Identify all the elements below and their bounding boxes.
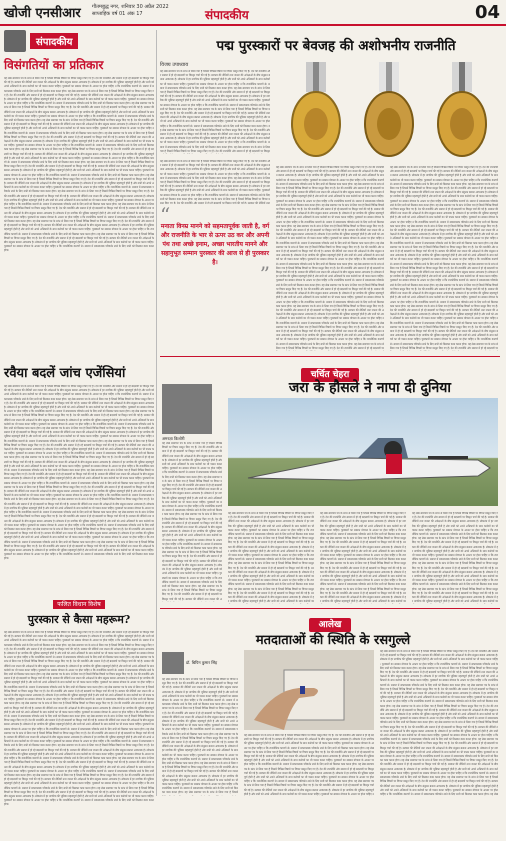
- section-title: संपादकीय: [205, 8, 249, 22]
- medals-image: [280, 62, 498, 162]
- feature-headline: जरा के हौसले ने नापा दी दुनिया: [288, 380, 452, 396]
- lead-body-2: यह लेख समाचार पत्र के स्तंभ से लिया गया है जिसमें विभिन्न विषयों पर विचार प्रस्तुत किए गए हैं। देश की राजनीति और समाज में हो रहे बदलावों पर विस्तृत चर्चा की गई है। सरकार की नीतियों तथा जनता की अपेक्षाओं के बीच संतुलन बनाना आवश्यक है। लोकतंत्र में हर नागरिक की भूमिका महत्वपूर्ण होती है और सभी को अपने अधिकारों के साथ कर्तव्यों का भी पालन करना चाहिए। पुरस्कारों का सम्मान योग्यता के आधार पर होना चाहिए न कि राजनीतिक कारणों से। समाज में सकारात्मक परिवर्तन लाने के लिए सभी को मिलकर काम करना होगा। यह लेख समाचार पत्र के स्तंभ से लिया गया है जिसमें विभिन्न विषयों पर विचार प्रस्तुत किए गए हैं। देश की राजनीति और समाज में हो रहे बदलावों पर विस्तृत चर्चा की गई है। सरकार की नीतियों तथा जनता की अपेक्षाओं के बीच संतुलन बनाना आवश्यक है। लोकतंत्र में हर नागरिक की भूमिका महत्वपूर्ण होती है और सभी को अपने अधिकारों के साथ कर्तव्यों का भी पालन करना चाहिए। पुरस्कारों का सम्मान योग्यता के आधार पर होना चाहिए न कि राजनीतिक कारणों से। समाज में सकारात्मक परिवर्तन लाने के लिए सभी को मिलकर काम करना होगा। यह लेख समाचार पत्र के स्तंभ से लिया गया है जिसमें विभिन्न विषयों पर विचार प्रस्तुत किए गए हैं। देश की राजनीति और समाज में हो रहे बदलावों पर विस्तृत चर्चा की गई है। सरकार की नीतियों तथा जनता की अपेक्षाओं के बीच संतुलन बनाना आवश्यक है। लोकतंत्र में हर नागरिक की भूमिका महत्वपूर्ण होती है और सभी को अपने अधिकारों के साथ कर्तव्यों का भी पालन करना चाहिए। पुरस्कारों का सम्मान योग्यता के आधार पर होना चाहिए न कि राजनीतिक कारणों से। समाज में सकारात्मक परिवर्तन लाने के लिए सभी को मिलकर काम करना होगा। यह लेख समाचार पत्र के स्तंभ से लिया गया है जिसमें विभिन्न विषयों पर विचार प्रस्तुत किए गए हैं। देश की राजनीति और समाज में हो रहे बदलावों पर विस्तृत चर्चा की गई है। सरकार की नीतियों तथा जनता की अपेक्षाओं के बीच संतुलन बनाना आवश्यक है। लोकतंत्र में हर नागरिक की भूमिका महत्वपूर्ण होती है और सभी को अपने अधिकारों के साथ कर्तव्यों का भी पालन करना चाहिए। पुरस्कारों का सम्मान योग्यता के आधार पर होना चाहिए न कि राजनीतिक कारणों से। समाज में सकारात्मक परिवर्तन लाने के लिए सभी को मिलकर काम करना होगा। यह लेख समाचार पत्र के स्तंभ से लिया गया है जिसमें विभिन्न विषयों पर विचार प्रस्तुत किए गए हैं। देश की राजनीति और समाज में हो रहे बदलावों पर विस्तृत चर्चा की गई है। सरकार की नीतियों तथा जनता की अपेक्षाओं के बीच संतुलन बनाना आवश्यक है। लोकतंत्र में हर नागरिक की भूमिका महत्वपूर्ण होती है और सभी को अपने अधिकारों के साथ कर्तव्यों का भी पालन करना चाहिए। पुरस्कारों का सम्मान योग्यता के आधार पर होना चाहिए न कि राजनीतिक कारणों से। समाज में सकारात्मक परिवर्तन लाने के लिए सभी को मिलकर काम करना होगा। यह लेख समाचार पत्र के स्तंभ से लिया गया है जिसमें विभिन्न विषयों पर विचार प्रस्तुत किए गए हैं। देश की राजनीति और समाज में हो रहे बदलावों पर विस्तृत चर्चा की गई है। सरकार की नीतियों तथा जनता की अपेक्षाओं के बीच संतुलन बनाना आवश्यक है। लोकतंत्र में हर नागरिक की भूमिका महत्वपूर्ण होती है और सभी को अपने अधिकारों के साथ कर्तव्यों का भी पालन करना चाहिए। पुरस्कारों का सम्मान योग्यता के आधार पर होना चाहिए न कि राजनीतिक कारणों से। समाज में सकारात्मक परिवर्तन लाने के लिए सभी को मिलकर काम करना होगा। यह लेख समाचार पत्र के स्तंभ से लिया गया है जिसमें विभिन्न विषयों पर विचार प्रस्तुत किए गए हैं। देश की राजनीति और समाज में हो रहे बदलावों पर विस्तृत चर्चा की गई है। सरकार की नीतियों तथा जनता की अपेक्षाओं के बीच संतुलन बनाना आवश्यक है। लोकतंत्र में हर नागरिक की भूमिका महत्वपूर्ण होती है और सभी को अपने अधिकारों के साथ कर्तव्यों का भी पालन करना चाहिए। पुरस्कारों का सम्मान योग्यता के आधार पर होना चाहिए न कि राजनीतिक कारणों से। समाज में सकारात्मक परिवर्तन लाने के लिए सभी को मिलकर काम करना होगा। यह लेख समाचार पत्र के स्तंभ से लिया गया है जिसमें विभिन्न विषयों पर विचार प्रस्तुत किए गए हैं। देश की राजनीति और समाज में हो रहे बदलावों पर विस्तृत चर्चा की गई है। सरकार की नीतियों तथा जनता की अपेक्षाओं के बीच संतुलन बनाना आवश्यक है। लोकतंत्र में हर नागरिक की भूमिका महत्वपूर्ण होती है और सभी को अपने अधिकारों के साथ कर्तव्यों का भी पालन करना चाहिए। पुरस्कारों का सम्मान योग्यता के आधार पर होना चाहिए न कि राजनीतिक कारणों से। समाज में सकारात्मक परिवर्तन लाने के लिए सभी को मिलकर काम करना होगा। यह लेख समाचार पत्र के स्तंभ से लिया गया है जिसमें विभिन्न विषयों पर विचार प्रस्तुत किए गए हैं। देश की राजनीति और समाज में हो रहे बदलावों पर विस्तृत चर्चा की गई है। सरकार की नीतियों तथा जनता की अपेक्षाओं के बीच संतुलन बनाना आवश्यक है। लोकतंत्र में हर नागरिक की भूमिका महत्वपूर्ण होती है और सभी को अपने अधिकारों के साथ कर्तव्यों का भी पालन करना चाहिए। पुरस्कारों का सम्मान योग्यता के आधार पर होना चाहिए न कि राजनीतिक कारणों से। समाज में सकारात्मक परिवर्तन लाने के लिए सभी को मिलकर काम करना होगा। यह लेख समाचार पत्र के स्तंभ से लिया गया है जिसमें विभिन्न विषयों पर विचार प्रस्तुत किए गए हैं। देश की राजनीति और समाज में हो रहे बदलावों पर: [276, 166, 384, 350]
- bottom-tag: आलेख: [309, 618, 352, 632]
- pull-quote-box: [160, 203, 270, 348]
- story2-body: यह लेख समाचार पत्र के स्तंभ से लिया गया है जिसमें विभिन्न विषयों पर विचार प्रस्तुत किए गए हैं। देश की राजनीति और समाज में हो रहे बदलावों पर विस्तृत चर्चा की गई है। सरकार की नीतियों तथा जनता की अपेक्षाओं के बीच संतुलन बनाना आवश्यक है। लोकतंत्र में हर नागरिक की भूमिका महत्वपूर्ण होती है और सभी को अपने अधिकारों के साथ कर्तव्यों का भी पालन करना चाहिए। पुरस्कारों का सम्मान योग्यता के आधार पर होना चाहिए न कि राजनीतिक कारणों से। समाज में सकारात्मक परिवर्तन लाने के लिए सभी को मिलकर काम करना होगा। यह लेख समाचार पत्र के स्तंभ से लिया गया है जिसमें विभिन्न विषयों पर विचार प्रस्तुत किए गए हैं। देश की राजनीति और समाज में हो रहे बदलावों पर विस्तृत चर्चा की गई है। सरकार की नीतियों तथा जनता की अपेक्षाओं के बीच संतुलन बनाना आवश्यक है। लोकतंत्र में हर नागरिक की भूमिका महत्वपूर्ण होती है और सभी को अपने अधिकारों के साथ कर्तव्यों का भी पालन करना चाहिए। पुरस्कारों का सम्मान योग्यता के आधार पर होना चाहिए न कि राजनीतिक कारणों से। समाज में सकारात्मक परिवर्तन लाने के लिए सभी को मिलकर काम करना होगा। यह लेख समाचार पत्र के स्तंभ से लिया गया है जिसमें विभिन्न विषयों पर विचार प्रस्तुत किए गए हैं। देश की राजनीति और समाज में हो रहे बदलावों पर विस्तृत चर्चा की गई है। सरकार की नीतियों तथा जनता की अपेक्षाओं के बीच संतुलन बनाना आवश्यक है। लोकतंत्र में हर नागरिक की भूमिका महत्वपूर्ण होती है और सभी को अपने अधिकारों के साथ कर्तव्यों का भी पालन करना चाहिए। पुरस्कारों का सम्मान योग्यता के आधार पर होना चाहिए न कि राजनीतिक कारणों से। समाज में सकारात्मक परिवर्तन लाने के लिए सभी को मिलकर काम करना होगा। यह लेख समाचार पत्र के स्तंभ से लिया गया है जिसमें विभिन्न विषयों पर विचार प्रस्तुत किए गए हैं। देश की राजनीति और समाज में हो रहे बदलावों पर विस्तृत चर्चा की गई है। सरकार की नीतियों तथा जनता की अपेक्षाओं के बीच संतुलन बनाना आवश्यक है। लोकतंत्र में हर नागरिक की भूमिका महत्वपूर्ण होती है और सभी को अपने अधिकारों के साथ कर्तव्यों का भी पालन करना चाहिए। पुरस्कारों का सम्मान योग्यता के आधार पर होना चाहिए न कि राजनीतिक कारणों से। समाज में सकारात्मक परिवर्तन लाने के लिए सभी को मिलकर काम करना होगा। यह लेख समाचार पत्र के स्तंभ से लिया गया है जिसमें विभिन्न विषयों पर विचार प्रस्तुत किए गए हैं। देश की राजनीति और समाज में हो रहे बदलावों पर विस्तृत चर्चा की गई है। सरकार की नीतियों तथा जनता की अपेक्षाओं के बीच संतुलन बनाना आवश्यक है। लोकतंत्र में हर नागरिक की भूमिका महत्वपूर्ण होती है और सभी को अपने अधिकारों के साथ कर्तव्यों का भी पालन करना चाहिए। पुरस्कारों का सम्मान योग्यता के आधार पर होना चाहिए न कि राजनीतिक कारणों से। समाज में सकारात्मक परिवर्तन लाने के लिए सभी को मिलकर काम करना होगा। यह लेख समाचार पत्र के स्तंभ से लिया गया है जिसमें विभिन्न विषयों पर विचार प्रस्तुत किए गए हैं। देश की राजनीति और समाज में हो रहे बदलावों पर विस्तृत चर्चा की गई है। सरकार की नीतियों तथा जनता की अपेक्षाओं के बीच संतुलन बनाना आवश्यक है। लोकतंत्र में हर नागरिक की भूमिका महत्वपूर्ण होती है और सभी को अपने अधिकारों के साथ कर्तव्यों का भी पालन करना चाहिए। पुरस्कारों का सम्मान योग्यता के आधार पर होना चाहिए न कि राजनीतिक कारणों से। समाज में सकारात्मक परिवर्तन लाने के लिए सभी को मिलकर काम करना होगा। यह लेख समाचार पत्र के स्तंभ से लिया गया है जिसमें विभिन्न विषयों पर विचार प्रस्तुत किए गए हैं। देश की राजनीति और समाज में हो रहे बदलावों पर विस्तृत चर्चा की गई है। सरकार की नीतियों तथा जनता की अपेक्षाओं के बीच संतुलन बनाना आवश्यक है। लोकतंत्र में हर नागरिक की भूमिका महत्वपूर्ण होती है और सभी को अपने अधिकारों के साथ कर्तव्यों का भी पालन करना चाहिए। पुरस्कारों का सम्मान योग्यता के आधार पर होना चाहिए न कि राजनीतिक कारणों से। समाज में सकारात्मक परिवर्तन लाने के लिए सभी को मिलकर काम करना होगा। यह लेख समाचार पत्र के स्तंभ से लिया गया है जिसमें विभिन्न विषयों पर विचार प्रस्तुत किए गए हैं। देश की राजनीति और समाज में हो रहे बदलावों पर विस्तृत चर्चा की गई है। सरकार की नीतियों तथा जनता की अपेक्षाओं के बीच संतुलन बनाना आवश्यक है। लोकतंत्र में हर नागरिक की भूमिका महत्वपूर्ण होती है और सभी को अपने अधिकारों के साथ कर्तव्यों का भी पालन करना चाहिए। पुरस्कारों का सम्मान योग्यता के आधार पर होना चाहिए न कि राजनीतिक कारणों से। समाज में सकारात्मक परिवर्तन लाने के लिए सभी को मिलकर काम करना होगा। यह लेख समाचार पत्र के स्तंभ से लिया गया है जिसमें विभिन्न विषयों पर विचार प्रस्तुत किए गए हैं। देश की राजनीति और समाज में हो रहे बदलावों पर विस्तृत चर्चा की गई है। सरकार की नीतियों तथा जनता की अपेक्षाओं के बीच संतुलन बनाना आवश्यक है। लोकतंत्र में हर नागरिक की भूमिका महत्वपूर्ण होती है और सभी को अपने अधिकारों के साथ कर्तव्यों का भी पालन करना चाहिए। पुरस्कारों का सम्मान योग्यता के आधार पर होना चाहिए न कि राजनीतिक कारणों से। समाज में सकारात्मक परिवर्तन लाने के लिए सभी को मिलकर काम करना होगा। यह लेख समाचार पत्र के स्तंभ से लिया गया है जिसमें विभिन्न विषयों पर विचार प्रस्तुत किए गए हैं। देश की राजनीति और समाज में हो रहे बदलावों पर विस्तृत चर्चा की गई है। सरकार की नीतियों तथा जनता की अपेक्षाओं के बीच संतुलन बनाना आवश्यक है। लोकतंत्र में हर नागरिक की भूमिका महत्वपूर्ण होती है और सभी को अपने अधिकारों के साथ कर्तव्यों का भी पालन करना चाहिए। पुरस्कारों का सम्मान योग्यता के आधार पर होना चाहिए न कि राजनीतिक कारणों से। समाज में सकारात्मक परिवर्तन लाने के लिए सभी को मिलकर काम करना होगा। यह लेख समाचार पत्र के स्तंभ से लिया गया है जिसमें विभिन्न विषयों पर विचार प्रस्तुत किए गए हैं। देश की राजनीति और समाज में हो रहे बदलावों पर विस्तृत चर्चा की गई है। सरकार की नीतियों तथा जनता की अपेक्षाओं के बीच संतुलन बनाना आवश्यक है। लोकतंत्र में हर नागरिक की भूमिका महत्वपूर्ण होती है और सभी को अपने अधिकारों के साथ कर्तव्यों का भी पालन करना चाहिए। पुरस्कारों का सम्मान योग्यता के आधार पर होना चाहिए न कि राजनीतिक कारणों से। समाज में सकारात्मक परिवर्तन लाने के लिए सभी को मिलकर काम करना होगा। यह लेख समाचार पत्र के स्तंभ से लिया गया है जिसमें विभिन्न विषयों पर विचार प्रस्तुत किए गए हैं। देश की राजनीति और समाज में हो रहे बदलावों पर विस्तृत चर्चा की गई है। सरकार की नीतियों तथा जनता की अपेक्षाओं के बीच संतुलन बनाना आवश्यक है। लोकतंत्र में हर नागरिक की भूमिका महत्वपूर्ण होती है और सभी को अपने अधिकारों के साथ कर्तव्यों का भी पालन करना चाहिए। पुरस्कारों का सम्मान योग्यता के आधार पर होना चाहिए न कि राजनीतिक कारणों से। समाज में सकारात्मक परिवर्तन लाने के लिए सभी को मिलकर काम करना होगा।: [4, 385, 154, 561]
- story3-body: यह लेख समाचार पत्र के स्तंभ से लिया गया है जिसमें विभिन्न विषयों पर विचार प्रस्तुत किए गए हैं। देश की राजनीति और समाज में हो रहे बदलावों पर विस्तृत चर्चा की गई है। सरकार की नीतियों तथा जनता की अपेक्षाओं के बीच संतुलन बनाना आवश्यक है। लोकतंत्र में हर नागरिक की भूमिका महत्वपूर्ण होती है और सभी को अपने अधिकारों के साथ कर्तव्यों का भी पालन करना चाहिए। पुरस्कारों का सम्मान योग्यता के आधार पर होना चाहिए न कि राजनीतिक कारणों से। समाज में सकारात्मक परिवर्तन लाने के लिए सभी को मिलकर काम करना होगा। यह लेख समाचार पत्र के स्तंभ से लिया गया है जिसमें विभिन्न विषयों पर विचार प्रस्तुत किए गए हैं। देश की राजनीति और समाज में हो रहे बदलावों पर विस्तृत चर्चा की गई है। सरकार की नीतियों तथा जनता की अपेक्षाओं के बीच संतुलन बनाना आवश्यक है। लोकतंत्र में हर नागरिक की भूमिका महत्वपूर्ण होती है और सभी को अपने अधिकारों के साथ कर्तव्यों का भी पालन करना चाहिए। पुरस्कारों का सम्मान योग्यता के आधार पर होना चाहिए न कि राजनीतिक कारणों से। समाज में सकारात्मक परिवर्तन लाने के लिए सभी को मिलकर काम करना होगा। यह लेख समाचार पत्र के स्तंभ से लिया गया है जिसमें विभिन्न विषयों पर विचार प्रस्तुत किए गए हैं। देश की राजनीति और समाज में हो रहे बदलावों पर विस्तृत चर्चा की गई है। सरकार की नीतियों तथा जनता की अपेक्षाओं के बीच संतुलन बनाना आवश्यक है। लोकतंत्र में हर नागरिक की भूमिका महत्वपूर्ण होती है और सभी को अपने अधिकारों के साथ कर्तव्यों का भी पालन करना चाहिए। पुरस्कारों का सम्मान योग्यता के आधार पर होना चाहिए न कि राजनीतिक कारणों से। समाज में सकारात्मक परिवर्तन लाने के लिए सभी को मिलकर काम करना होगा। यह लेख समाचार पत्र के स्तंभ से लिया गया है जिसमें विभिन्न विषयों पर विचार प्रस्तुत किए गए हैं। देश की राजनीति और समाज में हो रहे बदलावों पर विस्तृत चर्चा की गई है। सरकार की नीतियों तथा जनता की अपेक्षाओं के बीच संतुलन बनाना आवश्यक है। लोकतंत्र में हर नागरिक की भूमिका महत्वपूर्ण होती है और सभी को अपने अधिकारों के साथ कर्तव्यों का भी पालन करना चाहिए। पुरस्कारों का सम्मान योग्यता के आधार पर होना चाहिए न कि राजनीतिक कारणों से। समाज में सकारात्मक परिवर्तन लाने के लिए सभी को मिलकर काम करना होगा। यह लेख समाचार पत्र के स्तंभ से लिया गया है जिसमें विभिन्न विषयों पर विचार प्रस्तुत किए गए हैं। देश की राजनीति और समाज में हो रहे बदलावों पर विस्तृत चर्चा की गई है। सरकार की नीतियों तथा जनता की अपेक्षाओं के बीच संतुलन बनाना आवश्यक है। लोकतंत्र में हर नागरिक की भूमिका महत्वपूर्ण होती है और सभी को अपने अधिकारों के साथ कर्तव्यों का भी पालन करना चाहिए। पुरस्कारों का सम्मान योग्यता के आधार पर होना चाहिए न कि राजनीतिक कारणों से। समाज में सकारात्मक परिवर्तन लाने के लिए सभी को मिलकर काम करना होगा। यह लेख समाचार पत्र के स्तंभ से लिया गया है जिसमें विभिन्न विषयों पर विचार प्रस्तुत किए गए हैं। देश की राजनीति और समाज में हो रहे बदलावों पर विस्तृत चर्चा की गई है। सरकार की नीतियों तथा जनता की अपेक्षाओं के बीच संतुलन बनाना आवश्यक है। लोकतंत्र में हर नागरिक की भूमिका महत्वपूर्ण होती है और सभी को अपने अधिकारों के साथ कर्तव्यों का भी पालन करना चाहिए। पुरस्कारों का सम्मान योग्यता के आधार पर होना चाहिए न कि राजनीतिक कारणों से। समाज में सकारात्मक परिवर्तन लाने के लिए सभी को मिलकर काम करना होगा। यह लेख समाचार पत्र के स्तंभ से लिया गया है जिसमें विभिन्न विषयों पर विचार प्रस्तुत किए गए हैं। देश की राजनीति और समाज में हो रहे बदलावों पर विस्तृत चर्चा की गई है। सरकार की नीतियों तथा जनता की अपेक्षाओं के बीच संतुलन बनाना आवश्यक है। लोकतंत्र में हर नागरिक की भूमिका महत्वपूर्ण होती है और सभी को अपने अधिकारों के साथ कर्तव्यों का भी पालन करना चाहिए। पुरस्कारों का सम्मान योग्यता के आधार पर होना चाहिए न कि राजनीतिक कारणों से। समाज में सकारात्मक परिवर्तन लाने के लिए सभी को मिलकर काम करना होगा। यह लेख समाचार पत्र के स्तंभ से लिया गया है जिसमें विभिन्न विषयों पर विचार प्रस्तुत किए गए हैं। देश की राजनीति और समाज में हो रहे बदलावों पर विस्तृत चर्चा की गई है। सरकार की नीतियों तथा जनता की अपेक्षाओं के बीच संतुलन बनाना आवश्यक है। लोकतंत्र में हर नागरिक की भूमिका महत्वपूर्ण होती है और सभी को अपने अधिकारों के साथ कर्तव्यों का भी पालन करना चाहिए। पुरस्कारों का सम्मान योग्यता के आधार पर होना चाहिए न कि राजनीतिक कारणों से। समाज में सकारात्मक परिवर्तन लाने के लिए सभी को मिलकर काम करना होगा। यह लेख समाचार पत्र के स्तंभ से लिया गया है जिसमें विभिन्न विषयों पर विचार प्रस्तुत किए गए हैं। देश की राजनीति और समाज में हो रहे बदलावों पर विस्तृत चर्चा की गई है। सरकार की नीतियों तथा जनता की अपेक्षाओं के बीच संतुलन बनाना आवश्यक है। लोकतंत्र में हर नागरिक की भूमिका महत्वपूर्ण होती है और सभी को अपने अधिकारों के साथ कर्तव्यों का भी पालन करना चाहिए। पुरस्कारों का सम्मान योग्यता के आधार पर होना चाहिए न कि राजनीतिक कारणों से। समाज में सकारात्मक परिवर्तन लाने के लिए सभी को मिलकर काम करना होगा। यह लेख समाचार पत्र के स्तंभ से लिया गया है जिसमें विभिन्न विषयों पर विचार प्रस्तुत किए गए हैं। देश की राजनीति और समाज में हो रहे बदलावों पर विस्तृत चर्चा की गई है। सरकार की नीतियों तथा जनता की अपेक्षाओं के बीच संतुलन बनाना आवश्यक है। लोकतंत्र में हर नागरिक की भूमिका महत्वपूर्ण होती है और सभी को अपने अधिकारों के साथ कर्तव्यों का भी पालन करना चाहिए। पुरस्कारों का सम्मान योग्यता के आधार पर होना चाहिए न कि राजनीतिक कारणों से। समाज में सकारात्मक परिवर्तन लाने के लिए सभी को मिलकर काम करना होगा। यह लेख समाचार पत्र के स्तंभ से लिया गया है जिसमें विभिन्न विषयों पर विचार प्रस्तुत किए गए हैं। देश की राजनीति और समाज में हो रहे बदलावों पर विस्तृत चर्चा की गई है। सरकार की नीतियों तथा जनता की अपेक्षाओं के बीच संतुलन बनाना आवश्यक है। लोकतंत्र में हर नागरिक की भूमिका महत्वपूर्ण होती है और सभी को अपने अधिकारों के साथ कर्तव्यों का भी पालन करना चाहिए। पुरस्कारों का सम्मान योग्यता के आधार पर होना चाहिए न कि राजनीतिक कारणों से। समाज में सकारात्मक परिवर्तन लाने के लिए सभी को मिलकर काम करना होगा। यह लेख समाचार पत्र के स्तंभ से लिया गया है जिसमें विभिन्न विषयों पर विचार प्रस्तुत किए गए हैं। देश की राजनीति और समाज में हो रहे बदलावों पर विस्तृत चर्चा की गई है। सरकार की नीतियों तथा जनता की अपेक्षाओं के बीच संतुलन बनाना आवश्यक है। लोकतंत्र में हर नागरिक की भूमिका महत्वपूर्ण होती है और सभी को अपने अधिकारों के साथ कर्तव्यों का भी पालन करना चाहिए। पुरस्कारों का सम्मान योग्यता के आधार पर होना चाहिए न कि राजनीतिक कारणों से। समाज में सकारात्मक परिवर्तन लाने के लिए सभी को मिलकर काम करना होगा।: [4, 631, 154, 807]
- voting-hand-image: [244, 650, 374, 730]
- lead-intro-text: यह लेख समाचार पत्र के स्तंभ से लिया गया है जिसमें विभिन्न विषयों पर विचार प्रस्तुत किए गए हैं। देश की राजनीति और समाज में हो रहे बदलावों पर विस्तृत चर्चा की गई है। सरकार की नीतियों तथा जनता की अपेक्षाओं के बीच संतुलन बनाना आवश्यक है। लोकतंत्र में हर नागरिक की भूमिका महत्वपूर्ण होती है और सभी को अपने अधिकारों के साथ कर्तव्यों का भी पालन करना चाहिए। पुरस्कारों का सम्मान योग्यता के आधार पर होना चाहिए न कि राजनीतिक कारणों से। समाज में सकारात्मक परिवर्तन लाने के लिए सभी को मिलकर काम करना होगा। यह लेख समाचार पत्र के स्तंभ से लिया गया है जिसमें विभिन्न विषयों पर विचार प्रस्तुत किए गए हैं। देश की राजनीति और समाज में हो रहे बदलावों पर विस्तृत चर्चा की गई है। सरकार की नीतियों तथा जनता की अपेक्षाओं के बीच संतुलन बनाना आवश्यक है। लोकतंत्र में हर नागरिक की भूमिका महत्वपूर्ण होती है और सभी को अपने अधिकारों के साथ कर्तव्यों का भी पालन करना चाहिए। पुरस्कारों का सम्मान योग्यता के आधार पर होना चाहिए न कि राजनीतिक कारणों से। समाज में सकारात्मक परिवर्तन लाने के लिए सभी को मिलकर काम करना होगा। यह लेख समाचार पत्र के स्तंभ से लिया गया है जिसमें विभिन्न विषयों पर विचार प्रस्तुत किए गए हैं। देश की राजनीति और समाज में हो रहे बदलावों पर विस्तृत चर्चा की गई है। सरकार की नीतियों तथा जनता की अपेक्षाओं के बीच संतुलन बनाना आवश्यक है। लोकतंत्र में हर नागरिक की भूमिका महत्वपूर्ण होती है और सभी को अपने अधिकारों के साथ कर्तव्यों का भी पालन करना चाहिए। पुरस्कारों का सम्मान योग्यता के आधार पर होना चाहिए न कि राजनीतिक कारणों से। समाज में सकारात्मक परिवर्तन लाने के लिए सभी को मिलकर काम करना होगा। यह लेख समाचार पत्र के स्तंभ से लिया गया है जिसमें विभिन्न विषयों पर विचार प्रस्तुत किए गए हैं। देश की राजनीति और समाज में हो रहे बदलावों पर विस्तृत चर्चा की गई है। सरकार की नीतियों तथा जनता की अपेक्षाओं के बीच संतुलन बनाना आवश्यक है। लोकतंत्र में हर नागरिक की भूमिका महत्वपूर्ण होती है और सभी को अपने अधिकारों के साथ कर्तव्यों का भी पालन करना चाहिए। पुरस्कारों का सम्मान योग्यता के आधार पर होना चाहिए न कि राजनीतिक कारणों से। समाज में सकारात्मक परिवर्तन लाने के लिए सभी को मिलकर काम करना होगा। यह लेख समाचार पत्र के स्तंभ से लिया गया है जिसमें विभिन्न विषयों पर विचार प्रस्तुत किए गए हैं। देश की राजनीति और समाज में हो रहे बदलावों पर विस्तृत: [160, 70, 270, 153]
- medal-icon: [432, 62, 492, 158]
- editorial-tag: संपादकीय: [30, 33, 78, 49]
- feature-body-4: यह लेख समाचार पत्र के स्तंभ से लिया गया है जिसमें विभिन्न विषयों पर विचार प्रस्तुत किए गए हैं। देश की राजनीति और समाज में हो रहे बदलावों पर विस्तृत चर्चा की गई है। सरकार की नीतियों तथा जनता की अपेक्षाओं के बीच संतुलन बनाना आवश्यक है। लोकतंत्र में हर नागरिक की भूमिका महत्वपूर्ण होती है और सभी को अपने अधिकारों के साथ कर्तव्यों का भी पालन करना चाहिए। पुरस्कारों का सम्मान योग्यता के आधार पर होना चाहिए न कि राजनीतिक कारणों से। समाज में सकारात्मक परिवर्तन लाने के लिए सभी को मिलकर काम करना होगा। यह लेख समाचार पत्र के स्तंभ से लिया गया है जिसमें विभिन्न विषयों पर विचार प्रस्तुत किए गए हैं। देश की राजनीति और समाज में हो रहे बदलावों पर विस्तृत चर्चा की गई है। सरकार की नीतियों तथा जनता की अपेक्षाओं के बीच संतुलन बनाना आवश्यक है। लोकतंत्र में हर नागरिक की भूमिका महत्वपूर्ण होती है और सभी को अपने अधिकारों के साथ कर्तव्यों का भी पालन करना चाहिए। पुरस्कारों का सम्मान योग्यता के आधार पर होना चाहिए न कि राजनीतिक कारणों से। समाज में सकारात्मक परिवर्तन लाने के लिए सभी को मिलकर काम करना होगा। यह लेख समाचार पत्र के स्तंभ से लिया गया है जिसमें विभिन्न विषयों पर विचार प्रस्तुत किए गए हैं। देश की राजनीति और समाज में हो रहे बदलावों पर विस्तृत चर्चा की गई है। सरकार की नीतियों तथा जनता की अपेक्षाओं के बीच संतुलन बनाना आवश्यक है। लोकतंत्र में हर नागरिक की भूमिका महत्वपूर्ण होती है और सभी को अपने अधिकारों के साथ कर्तव्यों का भी पालन करना चाहिए। पुरस्कारों का सम्मान योग्यता के आधार पर होना चाहिए न कि राजनीतिक कारणों से। समाज में सकारात्मक परिवर्तन लाने के लिए सभी को मिलकर काम करना होगा। यह लेख समाचार पत्र के स्तंभ से लिया गया है जिसमें विभिन्न विषयों पर विचार प्रस्तुत किए गए हैं। देश की राजनीति और समाज में हो रहे बदलावों पर विस्तृत चर्चा की गई है। सरकार की नीतियों तथा जनता की अपेक्षाओं के बीच संतुलन बनाना आवश्यक है। लोकतंत्र में हर नागरिक की भूमिका महत्वपूर्ण होती है और सभी को अपने अधिकारों के साथ कर्तव्यों का: [412, 512, 498, 604]
- newspaper-logo: खोजी एनसीआर: [4, 6, 81, 21]
- bottom-author-photo: [162, 652, 184, 674]
- masthead-rule: [0, 24, 506, 26]
- lead-byline: विजय उपाध्याय: [160, 62, 189, 68]
- medal-icon: [359, 62, 419, 158]
- bottom-rule: [160, 608, 500, 609]
- column-divider: [156, 30, 157, 796]
- editorial-title: विसंगतियों का प्रतिकार: [4, 58, 104, 72]
- feature-byline: अमरज्ञा किशोरी: [162, 436, 185, 441]
- left-column: [4, 30, 154, 807]
- story3-tag: फलित विधान विशेष: [53, 600, 104, 609]
- feature-body-2: यह लेख समाचार पत्र के स्तंभ से लिया गया है जिसमें विभिन्न विषयों पर विचार प्रस्तुत किए गए हैं। देश की राजनीति और समाज में हो रहे बदलावों पर विस्तृत चर्चा की गई है। सरकार की नीतियों तथा जनता की अपेक्षाओं के बीच संतुलन बनाना आवश्यक है। लोकतंत्र में हर नागरिक की भूमिका महत्वपूर्ण होती है और सभी को अपने अधिकारों के साथ कर्तव्यों का भी पालन करना चाहिए। पुरस्कारों का सम्मान योग्यता के आधार पर होना चाहिए न कि राजनीतिक कारणों से। समाज में सकारात्मक परिवर्तन लाने के लिए सभी को मिलकर काम करना होगा। यह लेख समाचार पत्र के स्तंभ से लिया गया है जिसमें विभिन्न विषयों पर विचार प्रस्तुत किए गए हैं। देश की राजनीति और समाज में हो रहे बदलावों पर विस्तृत चर्चा की गई है। सरकार की नीतियों तथा जनता की अपेक्षाओं के बीच संतुलन बनाना आवश्यक है। लोकतंत्र में हर नागरिक की भूमिका महत्वपूर्ण होती है और सभी को अपने अधिकारों के साथ कर्तव्यों का भी पालन करना चाहिए। पुरस्कारों का सम्मान योग्यता के आधार पर होना चाहिए न कि राजनीतिक कारणों से। समाज में सकारात्मक परिवर्तन लाने के लिए सभी को मिलकर काम करना होगा। यह लेख समाचार पत्र के स्तंभ से लिया गया है जिसमें विभिन्न विषयों पर विचार प्रस्तुत किए गए हैं। देश की राजनीति और समाज में हो रहे बदलावों पर विस्तृत चर्चा की गई है। सरकार की नीतियों तथा जनता की अपेक्षाओं के बीच संतुलन बनाना आवश्यक है। लोकतंत्र में हर नागरिक की भूमिका महत्वपूर्ण होती है और सभी को अपने अधिकारों के साथ कर्तव्यों का भी पालन करना चाहिए। पुरस्कारों का सम्मान योग्यता के आधार पर होना चाहिए न कि राजनीतिक कारणों से। समाज में सकारात्मक परिवर्तन लाने के लिए सभी को मिलकर काम करना होगा। यह लेख समाचार पत्र के स्तंभ से लिया गया है जिसमें विभिन्न विषयों पर विचार प्रस्तुत किए गए हैं। देश की राजनीति और समाज में हो रहे बदलावों पर विस्तृत चर्चा की गई है। सरकार की नीतियों तथा जनता की अपेक्षाओं के बीच संतुलन बनाना आवश्यक है। लोकतंत्र में हर नागरिक की भूमिका महत्वपूर्ण होती है और सभी को अपने अधिकारों के साथ कर्तव्यों का: [228, 512, 314, 604]
- feature-person-photo: [162, 384, 212, 434]
- medal-icon: [286, 62, 346, 158]
- quote-mark-icon: ”: [259, 262, 270, 286]
- masthead-issue: साप्ताहिक वर्ष 01 अंक 17: [92, 11, 143, 17]
- editorial-body: यह लेख समाचार पत्र के स्तंभ से लिया गया है जिसमें विभिन्न विषयों पर विचार प्रस्तुत किए गए हैं। देश की राजनीति और समाज में हो रहे बदलावों पर विस्तृत चर्चा की गई है। सरकार की नीतियों तथा जनता की अपेक्षाओं के बीच संतुलन बनाना आवश्यक है। लोकतंत्र में हर नागरिक की भूमिका महत्वपूर्ण होती है और सभी को अपने अधिकारों के साथ कर्तव्यों का भी पालन करना चाहिए। पुरस्कारों का सम्मान योग्यता के आधार पर होना चाहिए न कि राजनीतिक कारणों से। समाज में सकारात्मक परिवर्तन लाने के लिए सभी को मिलकर काम करना होगा। यह लेख समाचार पत्र के स्तंभ से लिया गया है जिसमें विभिन्न विषयों पर विचार प्रस्तुत किए गए हैं। देश की राजनीति और समाज में हो रहे बदलावों पर विस्तृत चर्चा की गई है। सरकार की नीतियों तथा जनता की अपेक्षाओं के बीच संतुलन बनाना आवश्यक है। लोकतंत्र में हर नागरिक की भूमिका महत्वपूर्ण होती है और सभी को अपने अधिकारों के साथ कर्तव्यों का भी पालन करना चाहिए। पुरस्कारों का सम्मान योग्यता के आधार पर होना चाहिए न कि राजनीतिक कारणों से। समाज में सकारात्मक परिवर्तन लाने के लिए सभी को मिलकर काम करना होगा। यह लेख समाचार पत्र के स्तंभ से लिया गया है जिसमें विभिन्न विषयों पर विचार प्रस्तुत किए गए हैं। देश की राजनीति और समाज में हो रहे बदलावों पर विस्तृत चर्चा की गई है। सरकार की नीतियों तथा जनता की अपेक्षाओं के बीच संतुलन बनाना आवश्यक है। लोकतंत्र में हर नागरिक की भूमिका महत्वपूर्ण होती है और सभी को अपने अधिकारों के साथ कर्तव्यों का भी पालन करना चाहिए। पुरस्कारों का सम्मान योग्यता के आधार पर होना चाहिए न कि राजनीतिक कारणों से। समाज में सकारात्मक परिवर्तन लाने के लिए सभी को मिलकर काम करना होगा। यह लेख समाचार पत्र के स्तंभ से लिया गया है जिसमें विभिन्न विषयों पर विचार प्रस्तुत किए गए हैं। देश की राजनीति और समाज में हो रहे बदलावों पर विस्तृत चर्चा की गई है। सरकार की नीतियों तथा जनता की अपेक्षाओं के बीच संतुलन बनाना आवश्यक है। लोकतंत्र में हर नागरिक की भूमिका महत्वपूर्ण होती है और सभी को अपने अधिकारों के साथ कर्तव्यों का भी पालन करना चाहिए। पुरस्कारों का सम्मान योग्यता के आधार पर होना चाहिए न कि राजनीतिक कारणों से। समाज में सकारात्मक परिवर्तन लाने के लिए सभी को मिलकर काम करना होगा। यह लेख समाचार पत्र के स्तंभ से लिया गया है जिसमें विभिन्न विषयों पर विचार प्रस्तुत किए गए हैं। देश की राजनीति और समाज में हो रहे बदलावों पर विस्तृत चर्चा की गई है। सरकार की नीतियों तथा जनता की अपेक्षाओं के बीच संतुलन बनाना आवश्यक है। लोकतंत्र में हर नागरिक की भूमिका महत्वपूर्ण होती है और सभी को अपने अधिकारों के साथ कर्तव्यों का भी पालन करना चाहिए। पुरस्कारों का सम्मान योग्यता के आधार पर होना चाहिए न कि राजनीतिक कारणों से। समाज में सकारात्मक परिवर्तन लाने के लिए सभी को मिलकर काम करना होगा। यह लेख समाचार पत्र के स्तंभ से लिया गया है जिसमें विभिन्न विषयों पर विचार प्रस्तुत किए गए हैं। देश की राजनीति और समाज में हो रहे बदलावों पर विस्तृत चर्चा की गई है। सरकार की नीतियों तथा जनता की अपेक्षाओं के बीच संतुलन बनाना आवश्यक है। लोकतंत्र में हर नागरिक की भूमिका महत्वपूर्ण होती है और सभी को अपने अधिकारों के साथ कर्तव्यों का भी पालन करना चाहिए। पुरस्कारों का सम्मान योग्यता के आधार पर होना चाहिए न कि राजनीतिक कारणों से। समाज में सकारात्मक परिवर्तन लाने के लिए सभी को मिलकर काम करना होगा। यह लेख समाचार पत्र के स्तंभ से लिया गया है जिसमें विभिन्न विषयों पर विचार प्रस्तुत किए गए हैं। देश की राजनीति और समाज में हो रहे बदलावों पर विस्तृत चर्चा की गई है। सरकार की नीतियों तथा जनता की अपेक्षाओं के बीच संतुलन बनाना आवश्यक है। लोकतंत्र में हर नागरिक की भूमिका महत्वपूर्ण होती है और सभी को अपने अधिकारों के साथ कर्तव्यों का भी पालन करना चाहिए। पुरस्कारों का सम्मान योग्यता के आधार पर होना चाहिए न कि राजनीतिक कारणों से। समाज में सकारात्मक परिवर्तन लाने के लिए सभी को मिलकर काम करना होगा। यह लेख समाचार पत्र के स्तंभ से लिया गया है जिसमें विभिन्न विषयों पर विचार प्रस्तुत किए गए हैं। देश की राजनीति और समाज में हो रहे बदलावों पर विस्तृत चर्चा की गई है। सरकार की नीतियों तथा जनता की अपेक्षाओं के बीच संतुलन बनाना आवश्यक है। लोकतंत्र में हर नागरिक की भूमिका महत्वपूर्ण होती है और सभी को अपने अधिकारों के साथ कर्तव्यों का भी पालन करना चाहिए। पुरस्कारों का सम्मान योग्यता के आधार पर होना चाहिए न कि राजनीतिक कारणों से। समाज में सकारात्मक परिवर्तन लाने के लिए सभी को मिलकर काम करना होगा। यह लेख समाचार पत्र के स्तंभ से लिया गया है जिसमें विभिन्न विषयों पर विचार प्रस्तुत किए गए हैं। देश की राजनीति और समाज में हो रहे बदलावों पर विस्तृत चर्चा की गई है। सरकार की नीतियों तथा जनता की अपेक्षाओं के बीच संतुलन बनाना आवश्यक है। लोकतंत्र में हर नागरिक की भूमिका महत्वपूर्ण होती है और सभी को अपने अधिकारों के साथ कर्तव्यों का भी पालन करना चाहिए। पुरस्कारों का सम्मान योग्यता के आधार पर होना चाहिए न कि राजनीतिक कारणों से। समाज में सकारात्मक परिवर्तन लाने के लिए सभी को मिलकर काम करना होगा। यह लेख समाचार पत्र के स्तंभ से लिया गया है जिसमें विभिन्न विषयों पर विचार प्रस्तुत किए गए हैं। देश की राजनीति और समाज में हो रहे बदलावों पर विस्तृत चर्चा की गई है। सरकार की नीतियों तथा जनता की अपेक्षाओं के बीच संतुलन बनाना आवश्यक है। लोकतंत्र में हर नागरिक की भूमिका महत्वपूर्ण होती है और सभी को अपने अधिकारों के साथ कर्तव्यों का भी पालन करना चाहिए। पुरस्कारों का सम्मान योग्यता के आधार पर होना चाहिए न कि राजनीतिक कारणों से। समाज में सकारात्मक परिवर्तन लाने के लिए सभी को मिलकर काम करना होगा। यह लेख समाचार पत्र के स्तंभ से लिया गया है जिसमें विभिन्न विषयों पर विचार प्रस्तुत किए गए हैं। देश की राजनीति और समाज में हो रहे बदलावों पर विस्तृत चर्चा की गई है। सरकार की नीतियों तथा जनता की अपेक्षाओं के बीच संतुलन बनाना आवश्यक है। लोकतंत्र में हर नागरिक की भूमिका महत्वपूर्ण होती है और सभी को अपने अधिकारों के साथ कर्तव्यों का भी पालन करना चाहिए। पुरस्कारों का सम्मान योग्यता के आधार पर होना चाहिए न कि राजनीतिक कारणों से। समाज में सकारात्मक परिवर्तन लाने के लिए सभी को मिलकर काम करना होगा। यह लेख समाचार पत्र के स्तंभ से लिया गया है जिसमें विभिन्न विषयों पर विचार प्रस्तुत किए गए हैं। देश की राजनीति और समाज में हो रहे बदलावों पर विस्तृत चर्चा की गई है। सरकार की नीतियों तथा जनता की अपेक्षाओं के बीच संतुलन बनाना आवश्यक है। लोकतंत्र में हर नागरिक की भूमिका महत्वपूर्ण होती है और सभी को अपने अधिकारों के साथ कर्तव्यों का भी पालन करना चाहिए। पुरस्कारों का सम्मान योग्यता के आधार पर होना चाहिए न कि राजनीतिक कारणों से। समाज में सकारात्मक परिवर्तन लाने के लिए सभी को मिलकर काम करना होगा।: [4, 77, 154, 253]
- lead-body-1: यह लेख समाचार पत्र के स्तंभ से लिया गया है जिसमें विभिन्न विषयों पर विचार प्रस्तुत किए गए हैं। देश की राजनीति और समाज में हो रहे बदलावों पर विस्तृत चर्चा की गई है। सरकार की नीतियों तथा जनता की अपेक्षाओं के बीच संतुलन बनाना आवश्यक है। लोकतंत्र में हर नागरिक की भूमिका महत्वपूर्ण होती है और सभी को अपने अधिकारों के साथ कर्तव्यों का भी पालन करना चाहिए। पुरस्कारों का सम्मान योग्यता के आधार पर होना चाहिए न कि राजनीतिक कारणों से। समाज में सकारात्मक परिवर्तन लाने के लिए सभी को मिलकर काम करना होगा। यह लेख समाचार पत्र के स्तंभ से लिया गया है जिसमें विभिन्न विषयों पर विचार प्रस्तुत किए गए हैं। देश की राजनीति और समाज में हो रहे बदलावों पर विस्तृत चर्चा की गई है। सरकार की नीतियों तथा जनता की अपेक्षाओं के बीच संतुलन बनाना आवश्यक है। लोकतंत्र में हर नागरिक की भूमिका महत्वपूर्ण होती है और सभी को अपने अधिकारों के साथ कर्तव्यों का भी पालन करना चाहिए। पुरस्कारों का सम्मान योग्यता के आधार पर होना चाहिए न कि राजनीतिक कारणों से। समाज में सकारात्मक परिवर्तन लाने के लिए सभी को मिलकर काम करना होगा। यह लेख समाचार पत्र के स्तंभ से लिया गया है जिसमें विभिन्न विषयों पर विचार प्रस्तुत किए गए हैं। देश की राजनीति और समाज में हो रहे बदलावों पर विस्तृत चर्चा की गई है। सरकार की नीतियों तथा: [160, 160, 270, 204]
- story3-title: पुरस्कार से कैसा महरूम?: [27, 613, 131, 626]
- feature-body-3: यह लेख समाचार पत्र के स्तंभ से लिया गया है जिसमें विभिन्न विषयों पर विचार प्रस्तुत किए गए हैं। देश की राजनीति और समाज में हो रहे बदलावों पर विस्तृत चर्चा की गई है। सरकार की नीतियों तथा जनता की अपेक्षाओं के बीच संतुलन बनाना आवश्यक है। लोकतंत्र में हर नागरिक की भूमिका महत्वपूर्ण होती है और सभी को अपने अधिकारों के साथ कर्तव्यों का भी पालन करना चाहिए। पुरस्कारों का सम्मान योग्यता के आधार पर होना चाहिए न कि राजनीतिक कारणों से। समाज में सकारात्मक परिवर्तन लाने के लिए सभी को मिलकर काम करना होगा। यह लेख समाचार पत्र के स्तंभ से लिया गया है जिसमें विभिन्न विषयों पर विचार प्रस्तुत किए गए हैं। देश की राजनीति और समाज में हो रहे बदलावों पर विस्तृत चर्चा की गई है। सरकार की नीतियों तथा जनता की अपेक्षाओं के बीच संतुलन बनाना आवश्यक है। लोकतंत्र में हर नागरिक की भूमिका महत्वपूर्ण होती है और सभी को अपने अधिकारों के साथ कर्तव्यों का भी पालन करना चाहिए। पुरस्कारों का सम्मान योग्यता के आधार पर होना चाहिए न कि राजनीतिक कारणों से। समाज में सकारात्मक परिवर्तन लाने के लिए सभी को मिलकर काम करना होगा। यह लेख समाचार पत्र के स्तंभ से लिया गया है जिसमें विभिन्न विषयों पर विचार प्रस्तुत किए गए हैं। देश की राजनीति और समाज में हो रहे बदलावों पर विस्तृत चर्चा की गई है। सरकार की नीतियों तथा जनता की अपेक्षाओं के बीच संतुलन बनाना आवश्यक है। लोकतंत्र में हर नागरिक की भूमिका महत्वपूर्ण होती है और सभी को अपने अधिकारों के साथ कर्तव्यों का भी पालन करना चाहिए। पुरस्कारों का सम्मान योग्यता के आधार पर होना चाहिए न कि राजनीतिक कारणों से। समाज में सकारात्मक परिवर्तन लाने के लिए सभी को मिलकर काम करना होगा। यह लेख समाचार पत्र के स्तंभ से लिया गया है जिसमें विभिन्न विषयों पर विचार प्रस्तुत किए गए हैं। देश की राजनीति और समाज में हो रहे बदलावों पर विस्तृत चर्चा की गई है। सरकार की नीतियों तथा जनता की अपेक्षाओं के बीच संतुलन बनाना आवश्यक है। लोकतंत्र में हर नागरिक की भूमिका महत्वपूर्ण होती है और सभी को अपने अधिकारों के साथ कर्तव्यों का: [320, 512, 406, 604]
- quote-mark-icon: “: [160, 203, 171, 227]
- bottom-body-2: यह लेख समाचार पत्र के स्तंभ से लिया गया है जिसमें विभिन्न विषयों पर विचार प्रस्तुत किए गए हैं। देश की राजनीति और समाज में हो रहे बदलावों पर विस्तृत चर्चा की गई है। सरकार की नीतियों तथा जनता की अपेक्षाओं के बीच संतुलन बनाना आवश्यक है। लोकतंत्र में हर नागरिक की भूमिका महत्वपूर्ण होती है और सभी को अपने अधिकारों के साथ कर्तव्यों का भी पालन करना चाहिए। पुरस्कारों का सम्मान योग्यता के आधार पर होना चाहिए न कि राजनीतिक कारणों से। समाज में सकारात्मक परिवर्तन लाने के लिए सभी को मिलकर काम करना होगा। यह लेख समाचार पत्र के स्तंभ से लिया गया है जिसमें विभिन्न विषयों पर विचार प्रस्तुत किए गए हैं। देश की राजनीति और समाज में हो रहे बदलावों पर विस्तृत चर्चा की गई है। सरकार की नीतियों तथा जनता की अपेक्षाओं के बीच संतुलन बनाना आवश्यक है। लोकतंत्र में हर नागरिक की भूमिका महत्वपूर्ण होती है और सभी को अपने अधिकारों के साथ कर्तव्यों का भी पालन करना चाहिए। पुरस्कारों का सम्मान योग्यता के आधार पर होना चाहिए न कि राजनीतिक कारणों से। समाज में सकारात्मक परिवर्तन लाने के लिए सभी को मिलकर काम करना होगा। यह लेख समाचार पत्र के स्तंभ से लिया गया है जिसमें विभिन्न विषयों पर विचार प्रस्तुत किए गए हैं। देश की राजनीति और समाज में हो रहे बदलावों पर विस्तृत चर्चा की गई है। सरकार की नीतियों तथा जनता की अपेक्षाओं के बीच संतुलन बनाना आवश्यक है। लोकतंत्र में हर नागरिक की भूमिका महत्वपूर्ण होती है और सभी को अपने अधिकारों के साथ कर्तव्यों का भी पालन करना चाहिए। पुरस्कारों का सम्मान योग्यता के आधार पर होना चाहिए न कि राजनीतिक कारणों से। समाज में सकारात्मक परिवर्तन लाने के लिए सभी को मिलकर काम करना होगा। यह लेख समाचार पत्र के स्तंभ से लिया गया है जिसमें विभिन्न विषयों पर विचार प्रस्तुत किए गए हैं। देश की राजनीति और समाज में हो रहे बदलावों पर विस्तृत चर्चा की गई है। सरकार की नीतियों तथा जनता की अपेक्षाओं के बीच संतुलन बनाना आवश्यक है। लोकतंत्र में हर नागरिक की भूमिका महत्वपूर्ण होती है और सभी को अपने अधिकारों के साथ कर्तव्यों का भी पालन करना चाहिए। पुरस्कारों का सम्मान योग्यता के आधार पर होना चाहिए न: [244, 734, 374, 796]
- editorial-tag-row: [4, 30, 154, 52]
- story3-tag-row: [4, 591, 154, 610]
- bottom-tag-row: [160, 612, 500, 631]
- masthead-date: गौतमबुद्ध नगर, शनिवार 30 अप्रैल 2022: [92, 4, 169, 10]
- feature-tag: चर्चित चेहरा: [301, 368, 360, 382]
- feature-rule: [160, 356, 500, 357]
- masthead-info: [92, 4, 169, 18]
- bottom-byline: डॉ. बिपिन कुमार सिंह: [186, 660, 218, 665]
- bottom-body-3: यह लेख समाचार पत्र के स्तंभ से लिया गया है जिसमें विभिन्न विषयों पर विचार प्रस्तुत किए गए हैं। देश की राजनीति और समाज में हो रहे बदलावों पर विस्तृत चर्चा की गई है। सरकार की नीतियों तथा जनता की अपेक्षाओं के बीच संतुलन बनाना आवश्यक है। लोकतंत्र में हर नागरिक की भूमिका महत्वपूर्ण होती है और सभी को अपने अधिकारों के साथ कर्तव्यों का भी पालन करना चाहिए। पुरस्कारों का सम्मान योग्यता के आधार पर होना चाहिए न कि राजनीतिक कारणों से। समाज में सकारात्मक परिवर्तन लाने के लिए सभी को मिलकर काम करना होगा। यह लेख समाचार पत्र के स्तंभ से लिया गया है जिसमें विभिन्न विषयों पर विचार प्रस्तुत किए गए हैं। देश की राजनीति और समाज में हो रहे बदलावों पर विस्तृत चर्चा की गई है। सरकार की नीतियों तथा जनता की अपेक्षाओं के बीच संतुलन बनाना आवश्यक है। लोकतंत्र में हर नागरिक की भूमिका महत्वपूर्ण होती है और सभी को अपने अधिकारों के साथ कर्तव्यों का भी पालन करना चाहिए। पुरस्कारों का सम्मान योग्यता के आधार पर होना चाहिए न कि राजनीतिक कारणों से। समाज में सकारात्मक परिवर्तन लाने के लिए सभी को मिलकर काम करना होगा। यह लेख समाचार पत्र के स्तंभ से लिया गया है जिसमें विभिन्न विषयों पर विचार प्रस्तुत किए गए हैं। देश की राजनीति और समाज में हो रहे बदलावों पर विस्तृत चर्चा की गई है। सरकार की नीतियों तथा जनता की अपेक्षाओं के बीच संतुलन बनाना आवश्यक है। लोकतंत्र में हर नागरिक की भूमिका महत्वपूर्ण होती है और सभी को अपने अधिकारों के साथ कर्तव्यों का भी पालन करना चाहिए। पुरस्कारों का सम्मान योग्यता के आधार पर होना चाहिए न कि राजनीतिक कारणों से। समाज में सकारात्मक परिवर्तन लाने के लिए सभी को मिलकर काम करना होगा। यह लेख समाचार पत्र के स्तंभ से लिया गया है जिसमें विभिन्न विषयों पर विचार प्रस्तुत किए गए हैं। देश की राजनीति और समाज में हो रहे बदलावों पर विस्तृत चर्चा की गई है। सरकार की नीतियों तथा जनता की अपेक्षाओं के बीच संतुलन बनाना आवश्यक है। लोकतंत्र में हर नागरिक की भूमिका महत्वपूर्ण होती है और सभी को अपने अधिकारों के साथ कर्तव्यों का भी पालन करना चाहिए। पुरस्कारों का सम्मान योग्यता के आधार पर होना चाहिए न कि राजनीतिक कारणों से। समाज में सकारात्मक परिवर्तन लाने के लिए सभी को मिलकर काम करना होगा। यह लेख समाचार पत्र के स्तंभ से लिया गया है जिसमें विभिन्न विषयों पर विचार प्रस्तुत किए गए हैं। देश की राजनीति और समाज में हो रहे बदलावों पर विस्तृत चर्चा की गई है। सरकार की नीतियों तथा जनता की अपेक्षाओं के बीच संतुलन बनाना आवश्यक है। लोकतंत्र में हर नागरिक की भूमिका महत्वपूर्ण होती है और सभी को अपने अधिकारों के साथ कर्तव्यों का भी पालन करना चाहिए। पुरस्कारों का सम्मान योग्यता के आधार पर होना चाहिए न कि राजनीतिक कारणों से। समाज में सकारात्मक परिवर्तन लाने के लिए सभी को मिलकर काम करना होगा। यह लेख समाचार पत्र के स्तंभ से लिया गया है जिसमें विभिन्न विषयों पर विचार प्रस्तुत किए गए हैं। देश की राजनीति और समाज में हो रहे बदलावों पर विस्तृत चर्चा की गई है। सरकार की नीतियों तथा जनता की अपेक्षाओं के बीच संतुलन बनाना आवश्यक है। लोकतंत्र में हर नागरिक की भूमिका महत्वपूर्ण होती है और सभी को अपने अधिकारों के साथ कर्तव्यों का भी पालन करना चाहिए। पुरस्कारों का सम्मान योग्यता के आधार पर होना चाहिए न कि राजनीतिक कारणों से। समाज में सकारात्मक परिवर्तन लाने के लिए सभी को मिलकर काम करना होगा। यह लेख समाचार पत्र के स्तंभ से लिया गया है जिसमें विभिन्न विषयों पर विचार प्रस्तुत किए गए हैं। देश की राजनीति और समाज में हो रहे बदलावों पर विस्तृत चर्चा की गई है। सरकार की नीतियों तथा जनता की अपेक्षाओं के बीच संतुलन बनाना आवश्यक है। लोकतंत्र में हर नागरिक की भूमिका महत्वपूर्ण होती है और सभी को अपने अधिकारों के साथ कर्तव्यों का भी पालन करना चाहिए। पुरस्कारों का सम्मान योग्यता के आधार पर होना चाहिए न कि राजनीतिक कारणों से। समाज में सकारात्मक परिवर्तन लाने के लिए सभी को मिलकर काम करना होगा। यह लेख समाचार पत्र के स्तंभ से लिया गया है जिसमें विभिन्न विषयों पर विचार प्रस्तुत किए गए हैं। देश की राजनीति और समाज में हो रहे बदलावों पर विस्तृत चर्चा की गई है। सरकार की नीतियों तथा जनता की अपेक्षाओं के बीच संतुलन बनाना आवश्यक है। लोकतंत्र में हर नागरिक की भूमिका महत्वपूर्ण होती है और सभी को अपने अधिकारों के साथ कर्तव्यों का भी पालन करना चाहिए। पुरस्कारों का सम्मान योग्यता के आधार पर होना चाहिए न कि राजनीतिक कारणों से। समाज में सकारात्मक परिवर्तन लाने के लिए सभी को मिलकर काम करना होगा। यह लेख: [380, 650, 498, 796]
- airplane-cockpit-image: [228, 398, 498, 506]
- page-number: 04: [474, 2, 500, 23]
- feature-photo: [228, 398, 498, 506]
- feature-body-1: यह लेख समाचार पत्र के स्तंभ से लिया गया है जिसमें विभिन्न विषयों पर विचार प्रस्तुत किए गए हैं। देश की राजनीति और समाज में हो रहे बदलावों पर विस्तृत चर्चा की गई है। सरकार की नीतियों तथा जनता की अपेक्षाओं के बीच संतुलन बनाना आवश्यक है। लोकतंत्र में हर नागरिक की भूमिका महत्वपूर्ण होती है और सभी को अपने अधिकारों के साथ कर्तव्यों का भी पालन करना चाहिए। पुरस्कारों का सम्मान योग्यता के आधार पर होना चाहिए न कि राजनीतिक कारणों से। समाज में सकारात्मक परिवर्तन लाने के लिए सभी को मिलकर काम करना होगा। यह लेख समाचार पत्र के स्तंभ से लिया गया है जिसमें विभिन्न विषयों पर विचार प्रस्तुत किए गए हैं। देश की राजनीति और समाज में हो रहे बदलावों पर विस्तृत चर्चा की गई है। सरकार की नीतियों तथा जनता की अपेक्षाओं के बीच संतुलन बनाना आवश्यक है। लोकतंत्र में हर नागरिक की भूमिका महत्वपूर्ण होती है और सभी को अपने अधिकारों के साथ कर्तव्यों का भी पालन करना चाहिए। पुरस्कारों का सम्मान योग्यता के आधार पर होना चाहिए न कि राजनीतिक कारणों से। समाज में सकारात्मक परिवर्तन लाने के लिए सभी को मिलकर काम करना होगा। यह लेख समाचार पत्र के स्तंभ से लिया गया है जिसमें विभिन्न विषयों पर विचार प्रस्तुत किए गए हैं। देश की राजनीति और समाज में हो रहे बदलावों पर विस्तृत चर्चा की गई है। सरकार की नीतियों तथा जनता की अपेक्षाओं के बीच संतुलन बनाना आवश्यक है। लोकतंत्र में हर नागरिक की भूमिका महत्वपूर्ण होती है और सभी को अपने अधिकारों के साथ कर्तव्यों का भी पालन करना चाहिए। पुरस्कारों का सम्मान योग्यता के आधार पर होना चाहिए न कि राजनीतिक कारणों से। समाज में सकारात्मक परिवर्तन लाने के लिए सभी को मिलकर काम करना होगा। यह लेख समाचार पत्र के स्तंभ से लिया गया है जिसमें विभिन्न विषयों पर विचार प्रस्तुत किए गए हैं। देश की राजनीति और समाज में हो रहे बदलावों पर विस्तृत चर्चा की गई है। सरकार की नीतियों तथा जनता की अपेक्षाओं के बीच संतुलन बनाना आवश्यक है। लोकतंत्र में हर नागरिक की भूमिका महत्वपूर्ण होती है और सभी को अपने अधिकारों के साथ कर्तव्यों का भी पालन करना चाहिए। पुरस्कारों का सम्मान योग्यता के आधार पर होना चाहिए न कि राजनीतिक कारणों से। समाज में सकारात्मक परिवर्तन लाने के लिए सभी को मिलकर काम करना होगा। यह लेख समाचार पत्र के स्तंभ से लिया गया है जिसमें विभिन्न विषयों पर विचार प्रस्तुत किए गए हैं। देश की राजनीति और समाज में हो रहे बदलावों पर विस्तृत चर्चा की गई है। सरकार की नीतियों तथा जनता की अ: [162, 442, 222, 601]
- bottom-body-1: यह लेख समाचार पत्र के स्तंभ से लिया गया है जिसमें विभिन्न विषयों पर विचार प्रस्तुत किए गए हैं। देश की राजनीति और समाज में हो रहे बदलावों पर विस्तृत चर्चा की गई है। सरकार की नीतियों तथा जनता की अपेक्षाओं के बीच संतुलन बनाना आवश्यक है। लोकतंत्र में हर नागरिक की भूमिका महत्वपूर्ण होती है और सभी को अपने अधिकारों के साथ कर्तव्यों का भी पालन करना चाहिए। पुरस्कारों का सम्मान योग्यता के आधार पर होना चाहिए न कि राजनीतिक कारणों से। समाज में सकारात्मक परिवर्तन लाने के लिए सभी को मिलकर काम करना होगा। यह लेख समाचार पत्र के स्तंभ से लिया गया है जिसमें विभिन्न विषयों पर विचार प्रस्तुत किए गए हैं। देश की राजनीति और समाज में हो रहे बदलावों पर विस्तृत चर्चा की गई है। सरकार की नीतियों तथा जनता की अपेक्षाओं के बीच संतुलन बनाना आवश्यक है। लोकतंत्र में हर नागरिक की भूमिका महत्वपूर्ण होती है और सभी को अपने अधिकारों के साथ कर्तव्यों का भी पालन करना चाहिए। पुरस्कारों का सम्मान योग्यता के आधार पर होना चाहिए न कि राजनीतिक कारणों से। समाज में सकारात्मक परिवर्तन लाने के लिए सभी को मिलकर काम करना होगा। यह लेख समाचार पत्र के स्तंभ से लिया गया है जिसमें विभिन्न विषयों पर विचार प्रस्तुत किए गए हैं। देश की राजनीति और समाज में हो रहे बदलावों पर विस्तृत चर्चा की गई है। सरकार की नीतियों तथा जनता की अपेक्षाओं के बीच संतुलन बनाना आवश्यक है। लोकतंत्र में हर नागरिक की भूमिका महत्वपूर्ण होती है और सभी को अपने अधिकारों के साथ कर्तव्यों का भी पालन करना चाहिए। पुरस्कारों का सम्मान योग्यता के आधार पर होना चाहिए न कि राजनीतिक कारणों से। समाज में सकारात्मक परिवर्तन लाने के लिए सभी को मिलकर काम करना होगा। यह लेख समाचार पत्र के स्तंभ से लिया गया है जिसमें विभिन्न विषयों पर विचार प्रस्तुत किए गए हैं। देश की राजनीति और समाज में हो रहे बदलावों पर विस्तृत चर्चा की गई है। सरकार की नीतियों तथा जनता की अपेक्षाओं के बीच संतुलन बनाना आवश्यक है। लोकतंत्र में हर नागरिक की भूमिका महत्वपूर्ण होती है और सभी को अपने अधिकारों के साथ कर्तव्यों का भी पालन करना चाहिए। पुरस्कारों का सम्मान योग्यता के आधार पर होना चाहिए न कि राजनीतिक कारणों से। समाज में सकारात्मक परिवर्तन लाने के लिए सभी को मिलकर काम करना होगा। यह लेख समाचार पत्र के स्तंभ से लिया गया है जिसमें: [162, 678, 238, 795]
- story2-title: रवैया बदलें जांच एजेंसियां: [4, 366, 126, 381]
- bottom-photo: [244, 650, 374, 730]
- lead-headline: पद्म पुरस्कारों पर बेवजह की अशोभनीय राजनीति: [216, 38, 456, 54]
- pull-quote: मनाता विनम्र मानने को सहमतापूर्वक जाती है, वर्ग और राजनीति के भार से ऊपर उठ कर और अपनी पंथ तथा अच्छे इनाम, अच्छा भारतीय मानने और सहानुभूत सम्मान पुरस्कार की आज से ही पुरस्कार है।: [160, 223, 270, 266]
- bottom-headline: मतदाताओं की स्थिति के रसगुल्ले: [255, 633, 411, 648]
- lead-body-3: यह लेख समाचार पत्र के स्तंभ से लिया गया है जिसमें विभिन्न विषयों पर विचार प्रस्तुत किए गए हैं। देश की राजनीति और समाज में हो रहे बदलावों पर विस्तृत चर्चा की गई है। सरकार की नीतियों तथा जनता की अपेक्षाओं के बीच संतुलन बनाना आवश्यक है। लोकतंत्र में हर नागरिक की भूमिका महत्वपूर्ण होती है और सभी को अपने अधिकारों के साथ कर्तव्यों का भी पालन करना चाहिए। पुरस्कारों का सम्मान योग्यता के आधार पर होना चाहिए न कि राजनीतिक कारणों से। समाज में सकारात्मक परिवर्तन लाने के लिए सभी को मिलकर काम करना होगा। यह लेख समाचार पत्र के स्तंभ से लिया गया है जिसमें विभिन्न विषयों पर विचार प्रस्तुत किए गए हैं। देश की राजनीति और समाज में हो रहे बदलावों पर विस्तृत चर्चा की गई है। सरकार की नीतियों तथा जनता की अपेक्षाओं के बीच संतुलन बनाना आवश्यक है। लोकतंत्र में हर नागरिक की भूमिका महत्वपूर्ण होती है और सभी को अपने अधिकारों के साथ कर्तव्यों का भी पालन करना चाहिए। पुरस्कारों का सम्मान योग्यता के आधार पर होना चाहिए न कि राजनीतिक कारणों से। समाज में सकारात्मक परिवर्तन लाने के लिए सभी को मिलकर काम करना होगा। यह लेख समाचार पत्र के स्तंभ से लिया गया है जिसमें विभिन्न विषयों पर विचार प्रस्तुत किए गए हैं। देश की राजनीति और समाज में हो रहे बदलावों पर विस्तृत चर्चा की गई है। सरकार की नीतियों तथा जनता की अपेक्षाओं के बीच संतुलन बनाना आवश्यक है। लोकतंत्र में हर नागरिक की भूमिका महत्वपूर्ण होती है और सभी को अपने अधिकारों के साथ कर्तव्यों का भी पालन करना चाहिए। पुरस्कारों का सम्मान योग्यता के आधार पर होना चाहिए न कि राजनीतिक कारणों से। समाज में सकारात्मक परिवर्तन लाने के लिए सभी को मिलकर काम करना होगा। यह लेख समाचार पत्र के स्तंभ से लिया गया है जिसमें विभिन्न विषयों पर विचार प्रस्तुत किए गए हैं। देश की राजनीति और समाज में हो रहे बदलावों पर विस्तृत चर्चा की गई है। सरकार की नीतियों तथा जनता की अपेक्षाओं के बीच संतुलन बनाना आवश्यक है। लोकतंत्र में हर नागरिक की भूमिका महत्वपूर्ण होती है और सभी को अपने अधिकारों के साथ कर्तव्यों का भी पालन करना चाहिए। पुरस्कारों का सम्मान योग्यता के आधार पर होना चाहिए न कि राजनीतिक कारणों से। समाज में सकारात्मक परिवर्तन लाने के लिए सभी को मिलकर काम करना होगा। यह लेख समाचार पत्र के स्तंभ से लिया गया है जिसमें विभिन्न विषयों पर विचार प्रस्तुत किए गए हैं। देश की राजनीति और समाज में हो रहे बदलावों पर विस्तृत चर्चा की गई है। सरकार की नीतियों तथा जनता की अपेक्षाओं के बीच संतुलन बनाना आवश्यक है। लोकतंत्र में हर नागरिक की भूमिका महत्वपूर्ण होती है और सभी को अपने अधिकारों के साथ कर्तव्यों का भी पालन करना चाहिए। पुरस्कारों का सम्मान योग्यता के आधार पर होना चाहिए न कि राजनीतिक कारणों से। समाज में सकारात्मक परिवर्तन लाने के लिए सभी को मिलकर काम करना होगा। यह लेख समाचार पत्र के स्तंभ से लिया गया है जिसमें विभिन्न विषयों पर विचार प्रस्तुत किए गए हैं। देश की राजनीति और समाज में हो रहे बदलावों पर विस्तृत चर्चा की गई है। सरकार की नीतियों तथा जनता की अपेक्षाओं के बीच संतुलन बनाना आवश्यक है। लोकतंत्र में हर नागरिक की भूमिका महत्वपूर्ण होती है और सभी को अपने अधिकारों के साथ कर्तव्यों का भी पालन करना चाहिए। पुरस्कारों का सम्मान योग्यता के आधार पर होना चाहिए न कि राजनीतिक कारणों से। समाज में सकारात्मक परिवर्तन लाने के लिए सभी को मिलकर काम करना होगा। यह लेख समाचार पत्र के स्तंभ से लिया गया है जिसमें विभिन्न विषयों पर विचार प्रस्तुत किए गए हैं। देश की राजनीति और समाज में हो रहे बदलावों पर विस्तृत चर्चा की गई है। सरकार की नीतियों तथा जनता की अपेक्षाओं के बीच संतुलन बनाना आवश्यक है। लोकतंत्र में हर नागरिक की भूमिका महत्वपूर्ण होती है और सभी को अपने अधिकारों के साथ कर्तव्यों का भी पालन करना चाहिए। पुरस्कारों का सम्मान योग्यता के आधार पर होना चाहिए न कि राजनीतिक कारणों से। समाज में सकारात्मक परिवर्तन लाने के लिए सभी को मिलकर काम करना होगा। यह लेख समाचार पत्र के स्तंभ से लिया गया है जिसमें विभिन्न विषयों पर विचार प्रस्तुत किए गए हैं। देश की राजनीति और समाज में हो रहे बदलावों पर विस्तृत चर्चा की गई है। सरकार की नीतियों तथा जनता की अपेक्षाओं के बीच संतुलन बनाना आवश्यक है। लोकतंत्र में हर नागरिक की भूमिका महत्वपूर्ण होती है और सभी को अपने अधिकारों के साथ कर्तव्यों का भी पालन करना चाहिए। पुरस्कारों का सम्मान योग्यता के आधार पर होना चाहिए न कि राजनीतिक कारणों से। समाज में सकारात्मक परिवर्तन लाने के लिए सभी को मिलकर काम करना होगा। यह लेख समाचार पत्र के स्तंभ से लिया गया है जिसमें विभिन्न विषयों पर विचार प्रस्तुत किए गए हैं। देश की राजनीति और समाज में हो रहे बदलावों पर विस्तृत चर्चा की गई है। सरकार की नीतियों तथा जनता की अपेक्षाओं के बीच संतुलन बनाना आवश्यक है। लोकतंत्र में हर नागरिक की भूमिका महत्वपूर्ण होती है और सभी को अपने अधिकारों के साथ कर्तव्यों का भी पालन करना चाहिए। पुरस्कारों का सम्मान योग्यता के आधार पर होना चाहिए न कि राजनीतिक कारणों से। समाज में सकारात्मक परिवर्तन लाने के लिए सभी को मिलकर काम करना होगा। यह लेख समाचार पत्र के स्तंभ से लिया गया है जिसमें विभिन्न विषयों पर विचार प्रस्तुत किए गए हैं। देश की राजनीति और समाज में हो रहे बदलावों पर: [390, 166, 498, 350]
- columnist-photo: [4, 30, 26, 52]
